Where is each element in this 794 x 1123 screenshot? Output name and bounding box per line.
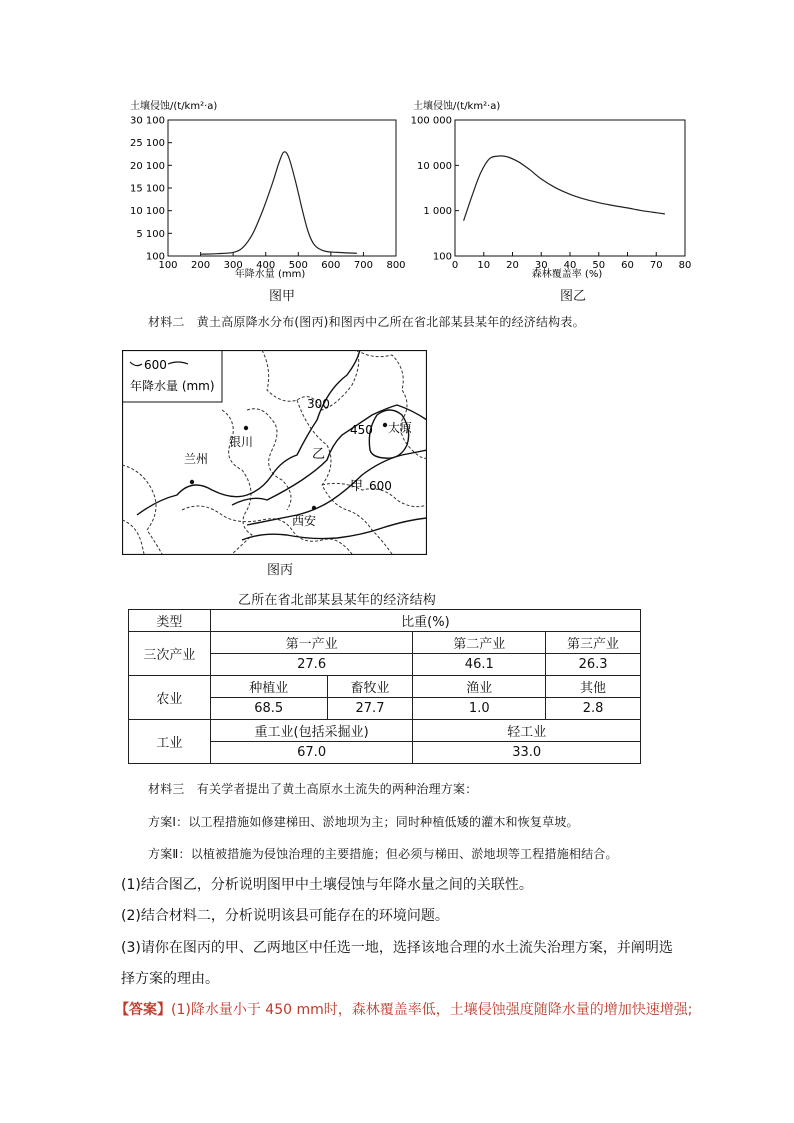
city-taiyuan (383, 420, 412, 435)
cell-secondary-value: 46.1 (413, 654, 546, 676)
chart-yi-xtick-label: 20 (506, 260, 519, 271)
question-one: (1)结合图乙，分析说明图甲中土壤侵蚀与年降水量之间的关联性。 (121, 877, 533, 893)
plan-two: 方案Ⅱ：以植被措施为侵蚀治理的主要措施；但必须与梯田、淤地坝等工程措施相结合。 (148, 847, 618, 861)
answer-text: (1)降水量小于 450 mm时，森林覆盖率低，土壤侵蚀强度随降水量的增加快速增强; (171, 1002, 693, 1018)
chart-yi-xtick-label: 60 (621, 260, 634, 271)
row-three-industries: 三次产业 (129, 632, 211, 676)
chart-jia-ytick-label: 20 100 (130, 160, 165, 172)
material-two: 材料二 黄土高原降水分布(图丙)和图丙中乙所在省北部某县某年的经济结构表。 (148, 315, 585, 329)
cell-light-value: 33.0 (413, 742, 641, 764)
cell-fishery-label: 渔业 (413, 676, 546, 698)
chart-yi-xlabel: 森林覆盖率 (%) (531, 269, 603, 280)
cell-planting-value: 68.5 (210, 698, 327, 720)
chart-jia-xtick-label: 200 (191, 260, 211, 271)
chart-jia-ytick-label: 30 100 (130, 115, 165, 127)
chart-yi (405, 95, 705, 285)
chart-yi-xtick-label: 0 (451, 260, 459, 271)
legend-label: 年降水量 (mm) (130, 379, 215, 393)
cell-livestock-label: 畜牧业 (327, 676, 413, 698)
answer-tag: 【答案】 (115, 1002, 171, 1018)
chart-jia-xtick-label: 600 (321, 260, 341, 271)
label-300: 300 (307, 397, 330, 411)
chart-jia-xtick-label: 500 (288, 260, 308, 271)
chart-yi-ytick-label: 1 000 (423, 206, 452, 218)
chart-jia-xtick-label: 300 (223, 260, 243, 271)
header-ratio: 比重(%) (210, 610, 640, 632)
chart-jia-xtick-label: 800 (386, 260, 406, 271)
chart-yi-ytick-label: 10 000 (417, 160, 452, 172)
chart-yi-xtick-label: 80 (678, 260, 692, 271)
question-three-b: 择方案的理由。 (121, 971, 219, 987)
chart-jia-xlabel: 年降水量 (mm) (234, 269, 306, 280)
label-jia: 甲 (350, 479, 364, 494)
chart-yi-xtick-label: 30 (534, 260, 548, 271)
chart-yi-series-line-0 (464, 156, 665, 221)
plan-one: 方案Ⅰ：以工程措施如修建梯田、淤地坝为主；同时种植低矮的灌木和恢复草坡。 (148, 815, 579, 829)
chart-jia-ytick-label: 5 100 (136, 228, 165, 240)
chart-yi-ylabel: 土壤侵蚀/(t/km²·a) (413, 101, 501, 112)
chart-jia-ytick-label: 10 100 (130, 206, 165, 218)
chart-jia-xtick-label: 400 (256, 260, 276, 271)
cell-primary-value: 27.6 (210, 654, 413, 676)
row-industry: 工业 (129, 720, 211, 764)
row-agriculture: 农业 (129, 676, 211, 720)
cell-secondary-label: 第二产业 (413, 632, 546, 654)
map-bing (122, 350, 427, 555)
chart-yi-ytick-label: 100 (432, 251, 452, 263)
chart-jia-xtick-label: 700 (353, 260, 373, 271)
cell-tertiary-value: 26.3 (546, 654, 641, 676)
question-two: (2)结合材料二，分析说明该县可能存在的环境问题。 (121, 908, 449, 924)
legend-value: 600 (144, 358, 167, 372)
label-yi: 乙 (312, 447, 326, 462)
chart-yi-xtick-label: 40 (563, 260, 577, 271)
header-type: 类型 (129, 610, 211, 632)
map-caption: 图丙 (266, 563, 293, 578)
cell-other-value: 2.8 (546, 698, 641, 720)
chart-yi-ytick-label: 100 000 (410, 115, 452, 127)
cell-heavy-label: 重工业(包括采掘业) (210, 720, 413, 742)
table-title: 乙所在省北部某县某年的经济结构 (238, 593, 437, 608)
cell-light-label: 轻工业 (413, 720, 641, 742)
chart-jia-xtick-label: 100 (158, 260, 178, 271)
cell-tertiary-label: 第三产业 (546, 632, 641, 654)
label-lanzhou: 兰州 (184, 452, 209, 466)
cell-heavy-value: 67.0 (210, 742, 413, 764)
label-600: 600 (369, 479, 392, 493)
chart-jia (120, 95, 410, 285)
question-three-a: (3)请你在图丙的甲、乙两地区中任选一地，选择该地合理的水土流失治理方案，并阐明选 (121, 940, 673, 956)
chart-yi-xtick-label: 70 (649, 260, 663, 271)
chart-yi-xtick-label: 10 (477, 260, 491, 271)
answer-line (115, 999, 692, 1019)
cell-fishery-value: 1.0 (413, 698, 546, 720)
chart-yi-caption: 图乙 (559, 289, 586, 304)
cell-livestock-value: 27.7 (327, 698, 413, 720)
chart-yi-xtick-label: 50 (592, 260, 606, 271)
chart-jia-ytick-label: 15 100 (130, 183, 165, 195)
cell-other-label: 其他 (546, 676, 641, 698)
cell-planting-label: 种植业 (210, 676, 327, 698)
chart-jia-caption: 图甲 (268, 289, 295, 304)
chart-jia-plot-frame (168, 120, 396, 256)
chart-jia-ytick-label: 100 (145, 251, 165, 263)
chart-yi-plot-frame (455, 120, 685, 256)
label-450: 450 (350, 423, 373, 437)
chart-jia-ylabel: 土壤侵蚀/(t/km²·a) (130, 101, 218, 112)
cell-primary-label: 第一产业 (210, 632, 413, 654)
label-xian: 西安 (292, 514, 317, 528)
label-taiyuan: 太原 (388, 421, 413, 435)
material-three: 材料三 有关学者提出了黄土高原水土流失的两种治理方案： (148, 782, 478, 796)
label-yinchuan: 银川 (229, 435, 254, 449)
chart-jia-ytick-label: 25 100 (130, 138, 165, 150)
chart-jia-series-line-0 (201, 152, 357, 254)
economy-table (128, 609, 641, 764)
